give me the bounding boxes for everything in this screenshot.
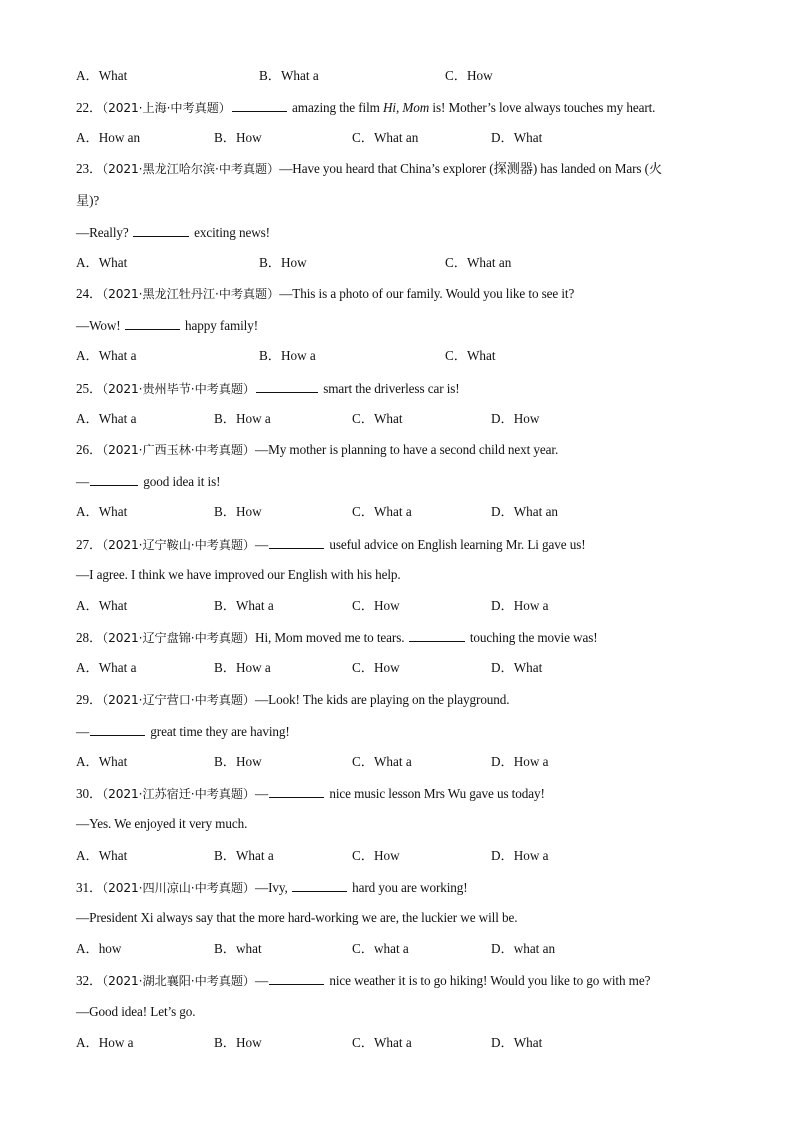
question-23: [76, 161, 662, 177]
question-source: （2021·上海·中考真题）: [102, 101, 231, 115]
option-a: A．What: [76, 68, 128, 83]
option-c: C．What: [352, 411, 403, 426]
question-reply: —President Xi always say that the more hard-working we are, the luckier we will be.: [76, 910, 518, 925]
option-c: C．What an: [445, 255, 512, 270]
option-b: B．what: [214, 941, 262, 956]
option-b: B．How: [214, 504, 262, 519]
reply-text: happy family!: [181, 318, 259, 333]
option-d: D．How: [491, 411, 540, 426]
option-c: C．What a: [352, 504, 412, 519]
question-source: （2021·湖北襄阳·中考真题）: [102, 974, 256, 988]
option-a: A．What: [76, 848, 128, 863]
question-source: （2021·黑龙江哈尔滨·中考真题）: [102, 162, 280, 176]
answer-blank[interactable]: [269, 972, 324, 985]
reply-text: —: [76, 724, 90, 739]
option-d: D．What: [491, 660, 543, 675]
option-b: B．What a: [259, 68, 319, 83]
question-number: 27．: [76, 537, 103, 552]
option-c: C．How: [352, 848, 400, 863]
option-c: C．what a: [352, 941, 409, 956]
question-stem: nice music lesson Mrs Wu gave us today!: [326, 786, 545, 801]
option-d: D．How a: [491, 754, 549, 769]
question-stem: hard you are working!: [348, 880, 468, 895]
option-d: D．What: [491, 1035, 543, 1050]
option-a: A．How a: [76, 1035, 134, 1050]
question-27: [76, 536, 586, 553]
film-title: Hi, Mom: [383, 100, 430, 115]
question-31: [76, 879, 468, 896]
answer-blank[interactable]: [90, 473, 138, 486]
option-b: B．How: [214, 1035, 262, 1050]
question-stem: nice weather it is to go hiking! Would you like to go with me?: [326, 973, 651, 988]
option-a: A．What: [76, 754, 128, 769]
option-b: B．What a: [214, 848, 274, 863]
question-stem: —My mother is planning to have a second child next year.: [255, 442, 559, 457]
option-c: C．How: [352, 660, 400, 675]
question-reply: —Yes. We enjoyed it very much.: [76, 816, 248, 831]
question-reply: —Good idea! Let’s go.: [76, 1004, 196, 1019]
answer-blank[interactable]: [90, 723, 145, 736]
question-number: 29．: [76, 692, 103, 707]
question-stem-end: is! Mother’s love always touches my heart.: [429, 100, 656, 115]
question-22: [76, 99, 655, 116]
answer-blank[interactable]: [256, 380, 318, 393]
option-b: B．What a: [214, 598, 274, 613]
question-30: [76, 785, 545, 802]
question-stem: —Have you heard that China’s explorer (探测器) has landed on Mars (火: [279, 161, 662, 176]
reply-text: good idea it is!: [140, 474, 221, 489]
option-b: B．How: [214, 130, 262, 145]
question-25: [76, 380, 460, 397]
reply-text: —: [76, 474, 90, 489]
question-stem: touching the movie was!: [466, 630, 598, 645]
option-a: A．What a: [76, 411, 137, 426]
option-a: A．What a: [76, 660, 137, 675]
option-b: B．How a: [259, 348, 316, 363]
question-number: 22．: [76, 100, 103, 115]
question-stem: —: [255, 786, 269, 801]
question-source: （2021·江苏宿迁·中考真题）: [102, 787, 256, 801]
reply-text: —Really?: [76, 225, 132, 240]
question-stem: —: [255, 973, 269, 988]
question-reply: [76, 723, 290, 740]
option-a: A．What: [76, 255, 128, 270]
option-c: C．What an: [352, 130, 419, 145]
option-a: A．How an: [76, 130, 141, 145]
question-stem: —This is a photo of our family. Would you like to see it?: [279, 286, 575, 301]
question-number: 28．: [76, 630, 103, 645]
question-29: [76, 692, 510, 708]
option-c: C．What a: [352, 754, 412, 769]
reply-text: great time they are having!: [147, 724, 290, 739]
option-a: A．how: [76, 941, 122, 956]
option-d: D．How a: [491, 848, 549, 863]
question-source: （2021·黑龙江牡丹江·中考真题）: [102, 287, 280, 301]
question-source: （2021·广西玉林·中考真题）: [102, 443, 256, 457]
question-stem: Hi, Mom moved me to tears.: [255, 630, 408, 645]
reply-text: exciting news!: [190, 225, 270, 240]
question-number: 32．: [76, 973, 103, 988]
option-c: C．How: [352, 598, 400, 613]
question-source: （2021·贵州毕节·中考真题）: [102, 382, 256, 396]
answer-blank[interactable]: [409, 629, 465, 642]
question-source: （2021·辽宁鞍山·中考真题）: [102, 538, 256, 552]
question-number: 30．: [76, 786, 103, 801]
question-26: [76, 442, 558, 458]
question-number: 24．: [76, 286, 103, 301]
question-32: [76, 972, 650, 989]
question-number: 26．: [76, 442, 103, 457]
question-reply: [76, 317, 258, 334]
option-c: C．What a: [352, 1035, 412, 1050]
option-c: C．How: [445, 68, 493, 83]
question-28: [76, 629, 598, 646]
option-b: B．How: [259, 255, 307, 270]
question-reply: [76, 224, 270, 241]
question-stem-cont: 星)?: [76, 193, 100, 208]
question-stem: useful advice on English learning Mr. Li gave us!: [326, 537, 586, 552]
question-number: 23．: [76, 161, 103, 176]
answer-blank[interactable]: [133, 224, 189, 237]
option-d: D．What: [491, 130, 543, 145]
question-stem: smart the driverless car is!: [320, 381, 460, 396]
answer-blank[interactable]: [269, 785, 324, 798]
answer-blank[interactable]: [125, 317, 180, 330]
option-b: B．How a: [214, 411, 271, 426]
option-b: B．How: [214, 754, 262, 769]
answer-blank[interactable]: [292, 879, 347, 892]
option-a: A．What: [76, 504, 128, 519]
option-d: D．What an: [491, 504, 559, 519]
question-stem: —Look! The kids are playing on the playground.: [255, 692, 510, 707]
question-source: （2021·四川凉山·中考真题）: [102, 881, 256, 895]
question-source: （2021·辽宁营口·中考真题）: [102, 693, 256, 707]
question-reply: —I agree. I think we have improved our English with his help.: [76, 567, 401, 582]
reply-text: —Wow!: [76, 318, 124, 333]
question-number: 25．: [76, 381, 103, 396]
question-source: （2021·辽宁盘锦·中考真题）: [102, 631, 256, 645]
option-d: D．How a: [491, 598, 549, 613]
question-stem: —: [255, 537, 269, 552]
question-stem: —Ivy,: [255, 880, 291, 895]
question-number: 31．: [76, 880, 103, 895]
option-c: C．What: [445, 348, 496, 363]
option-a: A．What a: [76, 348, 137, 363]
answer-blank[interactable]: [232, 99, 287, 112]
answer-blank[interactable]: [269, 536, 324, 549]
question-24: [76, 286, 574, 302]
option-b: B．How a: [214, 660, 271, 675]
option-d: D．what an: [491, 941, 556, 956]
question-stem: amazing the film: [288, 100, 383, 115]
option-a: A．What: [76, 598, 128, 613]
question-reply: [76, 473, 220, 490]
